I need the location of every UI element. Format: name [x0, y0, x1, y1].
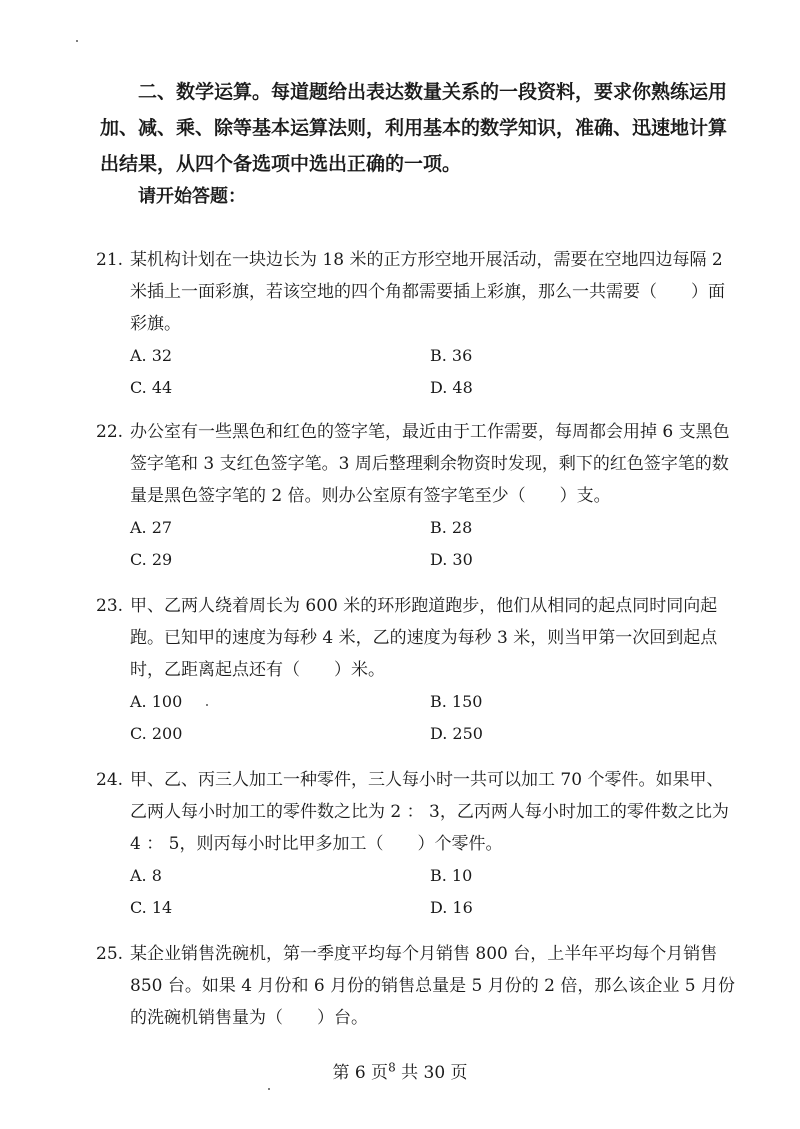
question-22 — [96, 416, 736, 576]
section-intro — [100, 74, 740, 182]
question-text: 甲、乙两人绕着周长为 600 米的环形跑道跑步，他们从相同的起点同时同向起跑。已知甲的速度为每秒 4 米，乙的速度为每秒 3 米，则当甲第一次回到起点时，乙距离起点还有（ ）米。 — [130, 596, 718, 680]
option-a: A. 8 — [130, 866, 162, 885]
options-group — [130, 340, 736, 404]
question-number: 22. — [96, 422, 124, 442]
option-b: B. 36 — [430, 346, 473, 365]
question-number: 24. — [96, 770, 124, 790]
question-24 — [96, 764, 736, 924]
page-total-label: 共 30 页 — [395, 1063, 468, 1083]
option-d: D. 16 — [430, 898, 473, 917]
option-a: A. 27 — [130, 518, 173, 537]
question-number: 21. — [96, 250, 124, 270]
page-footer — [0, 1058, 800, 1083]
options-group — [130, 860, 736, 924]
question-23 — [96, 590, 736, 750]
question-number: 25. — [96, 944, 124, 964]
question-text: 某企业销售洗碗机，第一季度平均每个月销售 800 台，上半年平均每个月销售 850 台。如果 4 月份和 6 月份的销售总量是 5 月份的 2 倍，那么该企业 5 月份的洗碗机销售量为（ ）台。 — [130, 944, 735, 1028]
option-a: A. 32 — [130, 346, 173, 365]
option-d: D. 30 — [430, 550, 473, 569]
option-d: D. 250 — [430, 724, 483, 743]
option-d: D. 48 — [430, 378, 473, 397]
scan-speck — [206, 704, 208, 706]
options-group — [130, 512, 736, 576]
question-text: 某机构计划在一块边长为 18 米的正方形空地开展活动，需要在空地四边每隔 2 米插上一面彩旗，若该空地的四个角都需要插上彩旗，那么一共需要（ ）面彩旗。 — [130, 250, 725, 334]
section-intro-text: 二、数学运算。每道题给出表达数量关系的一段资料，要求你熟练运用加、减、乘、除等基本运算法则，利用基本的数学知识，准确、迅速地计算出结果，从四个备选项中选出正确的一项。 — [100, 81, 728, 175]
option-c: C. 200 — [130, 724, 183, 743]
page-number-label: 第 6 页 — [332, 1063, 389, 1083]
option-b: B. 28 — [430, 518, 473, 537]
option-a: A. 100 — [130, 692, 183, 711]
option-c: C. 14 — [130, 898, 173, 917]
start-instruction: 请开始答题： — [138, 186, 246, 207]
question-text: 办公室有一些黑色和红色的签字笔，最近由于工作需要，每周都会用掉 6 支黑色签字笔和 3 支红色签字笔。3 周后整理剩余物资时发现，剩下的红色签字笔的数量是黑色签字笔的 2 倍。则办公室原有签字笔至少（ ）支。 — [130, 422, 730, 506]
question-number: 23. — [96, 596, 124, 616]
option-c: C. 29 — [130, 550, 173, 569]
question-25 — [96, 938, 736, 1034]
scan-speck — [76, 40, 78, 42]
question-21 — [96, 244, 736, 404]
option-c: C. 44 — [130, 378, 173, 397]
question-text: 甲、乙、丙三人加工一种零件，三人每小时一共可以加工 70 个零件。如果甲、乙两人每小时加工的零件数之比为 2 ： 3，乙丙两人每小时加工的零件数之比为 4 ： 5，则丙每小时比甲多加工（ ）个零件。 — [130, 770, 729, 854]
option-b: B. 150 — [430, 692, 483, 711]
scan-speck — [268, 1088, 270, 1090]
options-group — [130, 686, 736, 750]
option-b: B. 10 — [430, 866, 473, 885]
page-handwritten-mark: 8 — [388, 1060, 396, 1075]
